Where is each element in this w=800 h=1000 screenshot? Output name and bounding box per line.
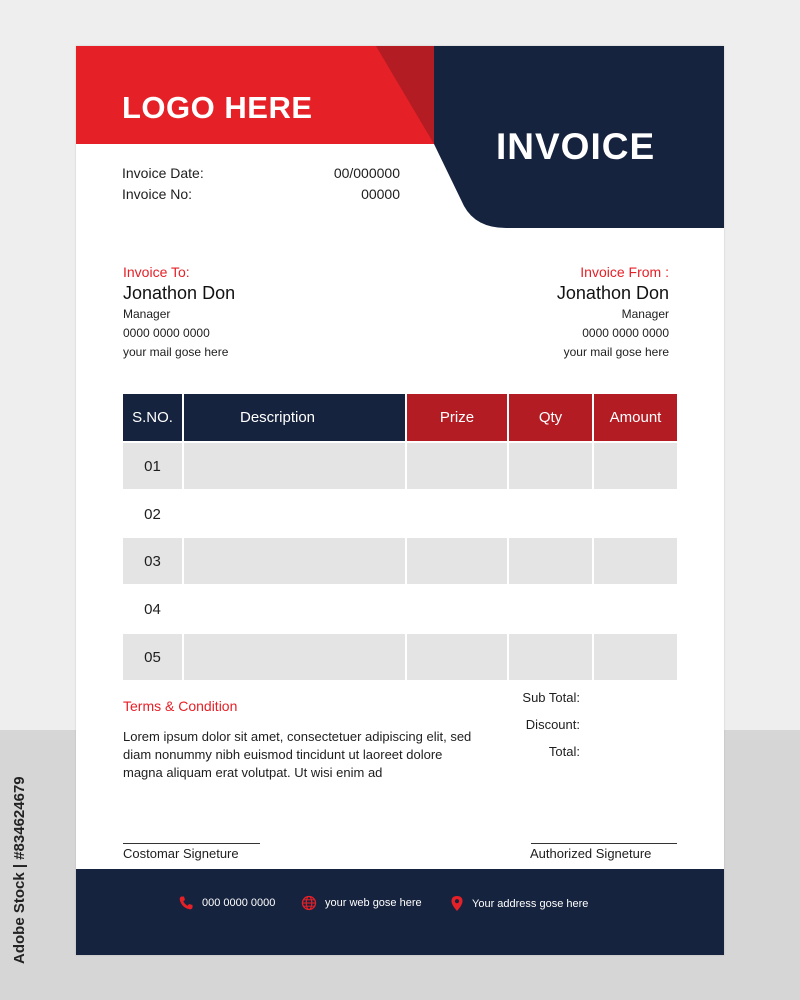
row-1-sno: 01	[123, 443, 182, 489]
customer-signature-line	[123, 843, 260, 844]
invoice-number-value: 00000	[361, 186, 400, 202]
invoice-from-block	[557, 264, 669, 364]
logo: LOGO HERE	[122, 90, 313, 125]
invoice-to-email: your mail gose here	[123, 345, 229, 359]
invoice-date-row	[122, 165, 400, 181]
invoice-date-label: Invoice Date:	[122, 165, 204, 181]
invoice-title: INVOICE	[496, 126, 656, 167]
col-header-prize: Prize	[407, 394, 507, 441]
invoice-from-heading: Invoice From :	[580, 264, 669, 280]
footer-address	[450, 895, 588, 912]
invoice-from-name: Jonathon Don	[556, 283, 669, 303]
footer-phone	[178, 895, 275, 911]
invoice-to-heading: Invoice To:	[123, 264, 190, 280]
authorized-signature-line	[531, 843, 677, 844]
discount-label: Discount:	[525, 717, 580, 732]
row-5-qty	[509, 634, 592, 680]
row-3-sno: 03	[123, 538, 182, 584]
total-label: Total:	[548, 744, 580, 759]
invoice-number-label: Invoice No:	[122, 186, 193, 202]
row-1-qty	[509, 443, 592, 489]
terms-heading: Terms & Condition	[123, 698, 238, 714]
location-pin-icon	[450, 895, 464, 912]
subtotal-label: Sub Total:	[522, 690, 580, 705]
footer-address-text: Your address gose here	[472, 897, 589, 910]
row-3-prize	[407, 538, 507, 584]
customer-signature-label: Costomar Signeture	[123, 846, 239, 861]
authorized-signature-label: Authorized Signeture	[530, 846, 652, 861]
invoice-to-name: Jonathon Don	[123, 283, 236, 303]
row-3-amount	[594, 538, 677, 584]
row-2-sno: 02	[144, 505, 161, 523]
row-3-qty	[509, 538, 592, 584]
invoice-from-email: your mail gose here	[563, 345, 669, 359]
footer-bar	[76, 869, 724, 955]
invoice-page	[76, 46, 724, 955]
invoice-to-block	[123, 264, 235, 364]
row-4-sno: 04	[144, 600, 161, 618]
col-header-amount: Amount	[594, 394, 677, 441]
phone-icon	[178, 895, 194, 911]
row-5-description	[184, 634, 405, 680]
col-header-sno: S.NO.	[123, 394, 182, 441]
row-1-description	[184, 443, 405, 489]
col-header-qty: Qty	[509, 394, 592, 441]
stock-id-text: Adobe Stock | #834624679	[11, 776, 28, 964]
row-1-prize	[407, 443, 507, 489]
footer-web	[301, 895, 422, 911]
invoice-from-role: Manager	[621, 307, 669, 321]
invoice-from-phone: 0000 0000 0000	[582, 326, 669, 340]
row-5-sno: 05	[123, 634, 182, 680]
invoice-to-role: Manager	[123, 307, 171, 321]
invoice-date-value: 00/000000	[333, 165, 400, 181]
terms-body: Lorem ipsum dolor sit amet, consectetuer adipiscing elit, sed diam nonummy nibh euismod tincidunt ut laoreet dolore magna aliquam erat volutpat. Ut wisi enim ad	[123, 729, 472, 780]
row-1-amount	[594, 443, 677, 489]
footer-web-text: your web gose here	[325, 897, 422, 909]
row-5-amount	[594, 634, 677, 680]
row-5-prize	[407, 634, 507, 680]
invoice-to-phone: 0000 0000 0000	[123, 326, 210, 340]
invoice-number-row	[122, 186, 400, 202]
footer-phone-text: 000 0000 0000	[202, 897, 276, 909]
globe-icon	[301, 895, 317, 911]
col-header-description: Description	[184, 394, 405, 441]
row-3-description	[184, 538, 405, 584]
